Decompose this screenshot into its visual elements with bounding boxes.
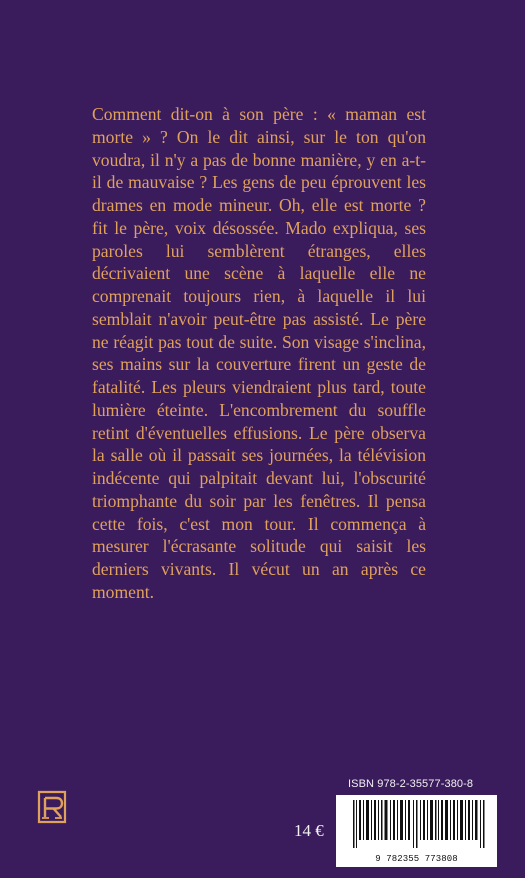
back-cover-blurb: Comment dit-on à son père : « maman est morte » ? On le dit ainsi, sur le ton qu'on voudra, il n'y a pas de bonne manière, y en a-t-il de mauvaise ? Les gens de peu éprouvent les drames en mode mineur. Oh, elle est morte ? fit le père, voix désossée. Mado expliqua, ses paroles lui semblèrent étranges, elles décrivaient une scène à laquelle elle ne comprenait toujours rien, à laquelle il lui semblait n'avoir peut-être pas assisté. Le père ne réagit pas tout de suite. Son visage s'inclina, ses mains sur la couverture firent un geste de fatalité. Les pleurs viendraient plus tard, toute lumière éteinte. L'encombrement du souffle retint d'éventuelles effusions. Le père observa la salle où il passait ses journées, la télévision indécente qui palpitait devant lui, l'obscurité triomphante du soir par les fenêtres. Il pensa cette fois, c'est mon tour. Il commença à mesurer l'écrasante solitude qui saisit les derniers vivants. Il vécut un an après ce moment. [92,104,426,602]
barcode [336,795,497,867]
barcode-bars-icon [353,800,485,848]
publisher-logo-icon [37,790,67,824]
isbn-text: ISBN 978-2-35577-380-8 [348,778,474,790]
price-text: 14 € [294,821,324,840]
barcode-number: 9 782355 773808 [375,854,458,864]
